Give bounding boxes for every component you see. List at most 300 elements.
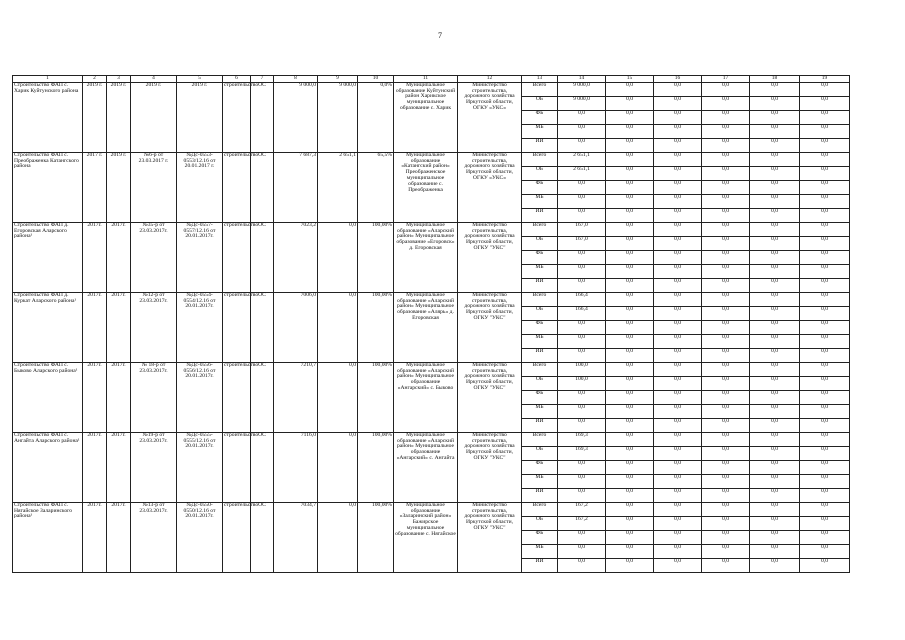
- customer: Министерство строительства, дорожного хозяйства Иркутской области, ОГКУ "УКС": [458, 362, 522, 432]
- funding-value: 167,0: [558, 236, 606, 250]
- funding-source: Всего: [522, 362, 558, 376]
- funding-value: 0,0: [606, 124, 654, 138]
- table-row: [13, 222, 850, 236]
- work-type: строительство: [223, 502, 251, 572]
- funding-source: ОБ: [522, 96, 558, 110]
- funding-source: ФБ: [522, 250, 558, 264]
- customer: Министерство строительства, дорожного хозяйства Иркутской области, ОГКУ "УКС": [458, 502, 522, 572]
- funding-value: 0,0: [702, 446, 750, 460]
- funding-value: 0,0: [654, 502, 702, 516]
- end-year: 2019 г.: [107, 152, 131, 222]
- funding-value: 0,0: [750, 96, 800, 110]
- funding-value: 0,0: [702, 558, 750, 572]
- page-number: 7: [438, 31, 442, 40]
- funding-value: 169,3: [558, 446, 606, 460]
- funding-value: 0,0: [654, 474, 702, 488]
- funding-value: 0,0: [800, 82, 850, 96]
- funding-value: 0,0: [800, 334, 850, 348]
- work-type: строительство: [223, 152, 251, 222]
- column-header: 14: [558, 76, 606, 83]
- funding-value: 0,0: [800, 306, 850, 320]
- funding-value: 0,0: [606, 208, 654, 222]
- funding-value: 0,0: [606, 264, 654, 278]
- funding-value: 0,0: [654, 264, 702, 278]
- funding-value: 0,0: [750, 82, 800, 96]
- project-name: Строительство ФАП с. Харик Куйтунского района: [13, 82, 83, 152]
- funding-value: 0,0: [750, 110, 800, 124]
- funding-value: 0,0: [750, 180, 800, 194]
- readiness-percent: 100,00%: [358, 502, 394, 572]
- order-ref: № 18-р от 23.03.2017г.: [131, 362, 177, 432]
- funding-source: ФБ: [522, 110, 558, 124]
- funding-value: 0,0: [750, 404, 800, 418]
- funding-value: 0,0: [606, 222, 654, 236]
- funding-value: 0,0: [702, 488, 750, 502]
- funding-value: 0,0: [558, 558, 606, 572]
- funding-source: ИИ: [522, 558, 558, 572]
- funding-value: 0,0: [800, 516, 850, 530]
- municipality: Муниципальное образование «Аларский район» Муниципальное образование «Егоровск» д. Егоровская: [394, 222, 458, 292]
- funding-value: 0,0: [558, 278, 606, 292]
- funding-value: 0,0: [654, 194, 702, 208]
- estimated-cost: 7116,0: [274, 432, 318, 502]
- column-header: 19: [800, 76, 850, 83]
- funding-value: 0,0: [800, 558, 850, 572]
- column-header: 15: [606, 76, 654, 83]
- funding-value: 0,0: [654, 208, 702, 222]
- funding-value: 0,0: [606, 166, 654, 180]
- funding-value: 0,0: [800, 264, 850, 278]
- funding-value: 0,0: [558, 460, 606, 474]
- table-row: [13, 432, 850, 446]
- funding-value: 0,0: [654, 250, 702, 264]
- readiness-percent: 65,5%: [358, 152, 394, 222]
- funding-value: 0,0: [800, 152, 850, 166]
- remaining-cost: 0,0: [318, 292, 358, 362]
- funding-value: 0,0: [558, 530, 606, 544]
- order-ref: №35-р от 23.03.2017г.: [131, 222, 177, 292]
- funding-value: 0,0: [654, 222, 702, 236]
- funding-value: 0,0: [558, 334, 606, 348]
- order-ref: №19-р от 23.03.2017г.: [131, 432, 177, 502]
- table-body: [13, 82, 850, 572]
- funding-source: МБ: [522, 124, 558, 138]
- object-class: ОС: [251, 362, 274, 432]
- funding-value: 0,0: [654, 292, 702, 306]
- funding-value: 0,0: [558, 320, 606, 334]
- funding-source: ФБ: [522, 390, 558, 404]
- funding-value: 0,0: [702, 292, 750, 306]
- funding-value: 0,0: [606, 544, 654, 558]
- funding-value: 0,0: [702, 82, 750, 96]
- work-type: строительство: [223, 82, 251, 152]
- funding-value: 0,0: [702, 110, 750, 124]
- funding-value: 0,0: [606, 404, 654, 418]
- funding-value: 0,0: [702, 516, 750, 530]
- table-row: [13, 292, 850, 306]
- end-year: 2017г.: [107, 432, 131, 502]
- funding-value: 0,0: [702, 390, 750, 404]
- table-row: [13, 362, 850, 376]
- funding-value: 0,0: [654, 334, 702, 348]
- funding-value: 0,0: [702, 152, 750, 166]
- contract-ref: №Дс-0557-0557/12.16 от 20.01.2017г.: [177, 222, 223, 292]
- contract-ref: №Дс-0550-0550/12.16 от 20.01.2017г.: [177, 502, 223, 572]
- funding-value: 0,0: [702, 96, 750, 110]
- funding-value: 0,0: [750, 460, 800, 474]
- funding-value: 0,0: [750, 292, 800, 306]
- remaining-cost: 0,0: [318, 222, 358, 292]
- column-header: 6: [223, 76, 251, 83]
- funding-value: 0,0: [606, 376, 654, 390]
- funding-value: 0,0: [654, 166, 702, 180]
- funding-value: 0,0: [800, 138, 850, 152]
- funding-value: 0,0: [800, 222, 850, 236]
- funding-value: 0,0: [606, 446, 654, 460]
- funding-value: 0,0: [654, 124, 702, 138]
- column-header: 1: [13, 76, 83, 83]
- funding-value: 167,2: [558, 516, 606, 530]
- funding-source: ОБ: [522, 166, 558, 180]
- funding-value: 0,0: [606, 334, 654, 348]
- funding-value: 0,0: [654, 390, 702, 404]
- funding-source: Всего: [522, 432, 558, 446]
- funding-value: 0,0: [750, 166, 800, 180]
- estimated-cost: 7 687,3: [274, 152, 318, 222]
- object-class: ОС: [251, 432, 274, 502]
- funding-value: 0,0: [654, 278, 702, 292]
- funding-value: 167,2: [558, 502, 606, 516]
- funding-value: 0,0: [558, 250, 606, 264]
- column-header: 4: [131, 76, 177, 83]
- funding-value: 0,0: [606, 320, 654, 334]
- funding-value: 0,0: [800, 110, 850, 124]
- funding-value: 0,0: [750, 124, 800, 138]
- funding-value: 100,0: [558, 362, 606, 376]
- funding-value: 0,0: [606, 180, 654, 194]
- customer: Министерство строительства, дорожного хозяйства Иркутской области, ОГКУ "УКС": [458, 432, 522, 502]
- funding-source: ФБ: [522, 180, 558, 194]
- funding-value: 0,0: [654, 110, 702, 124]
- funding-value: 0,0: [750, 362, 800, 376]
- funding-value: 0,0: [654, 362, 702, 376]
- object-class: ОС: [251, 222, 274, 292]
- funding-value: 0,0: [702, 264, 750, 278]
- column-header: 10: [358, 76, 394, 83]
- estimated-cost: 7210,7: [274, 362, 318, 432]
- column-header: 7: [251, 76, 274, 83]
- funding-value: 0,0: [750, 236, 800, 250]
- municipality: Муниципальное образование «Катангский район» Преображенское муниципальное образование с. Преображенка: [394, 152, 458, 222]
- funding-source: ИИ: [522, 138, 558, 152]
- readiness-percent: 100,00%: [358, 222, 394, 292]
- column-header: 18: [750, 76, 800, 83]
- funding-source: МБ: [522, 264, 558, 278]
- funding-value: 0,0: [558, 544, 606, 558]
- municipality: Муниципальное образование «Аларский район» Муниципальное образование «Алярь» д. Егоровская: [394, 292, 458, 362]
- funding-value: 9 000,0: [558, 96, 606, 110]
- funding-value: 0,0: [702, 348, 750, 362]
- funding-value: 0,0: [800, 236, 850, 250]
- contract-ref: №Дс-0556-0556/12.16 от 20.01.2017г.: [177, 362, 223, 432]
- funding-value: 0,0: [654, 530, 702, 544]
- funding-source: ИИ: [522, 418, 558, 432]
- funding-value: 0,0: [800, 166, 850, 180]
- funding-source: ФБ: [522, 530, 558, 544]
- funding-value: 0,0: [654, 348, 702, 362]
- funding-value: 169,3: [558, 432, 606, 446]
- funding-value: 0,0: [606, 236, 654, 250]
- column-header: 16: [654, 76, 702, 83]
- funding-value: 0,0: [800, 376, 850, 390]
- funding-value: 0,0: [606, 348, 654, 362]
- funding-source: МБ: [522, 194, 558, 208]
- municipality: Муниципальное образование «Аларский район» Муниципальное образование «Ангарский» с. Быково: [394, 362, 458, 432]
- funding-value: 0,0: [750, 530, 800, 544]
- funding-value: 0,0: [606, 390, 654, 404]
- readiness-percent: 100,00%: [358, 432, 394, 502]
- funding-value: 0,0: [558, 348, 606, 362]
- funding-value: 0,0: [654, 320, 702, 334]
- object-class: ОС: [251, 82, 274, 152]
- funding-value: 0,0: [558, 138, 606, 152]
- remaining-cost: 0,0: [318, 432, 358, 502]
- start-year: 2017г.: [83, 502, 107, 572]
- readiness-percent: 100,00%: [358, 362, 394, 432]
- contract-ref: №Дс-0553-0553/12.16 от 20.01.2017 г.: [177, 152, 223, 222]
- readiness-percent: 0,0%: [358, 82, 394, 152]
- funding-source: ОБ: [522, 376, 558, 390]
- funding-value: 0,0: [702, 166, 750, 180]
- funding-value: 0,0: [750, 558, 800, 572]
- project-name: Строительство ФАП д. Куркат Аларского района¹: [13, 292, 83, 362]
- funding-value: 0,0: [702, 222, 750, 236]
- work-type: строительство: [223, 292, 251, 362]
- funding-value: 0,0: [800, 96, 850, 110]
- remaining-cost: 2 651,1: [318, 152, 358, 222]
- funding-value: 0,0: [558, 180, 606, 194]
- funding-value: 0,0: [800, 180, 850, 194]
- funding-value: 0,0: [606, 418, 654, 432]
- funding-value: 0,0: [558, 124, 606, 138]
- funding-value: 0,0: [654, 376, 702, 390]
- funding-source: МБ: [522, 404, 558, 418]
- funding-value: 0,0: [702, 138, 750, 152]
- funding-value: 0,0: [606, 152, 654, 166]
- funding-value: 0,0: [702, 236, 750, 250]
- funding-value: 0,0: [654, 404, 702, 418]
- customer: Министерство строительства, дорожного хозяйства Иркутской области, ОГКУ "УКС": [458, 222, 522, 292]
- funding-value: 0,0: [800, 460, 850, 474]
- funding-value: 0,0: [702, 208, 750, 222]
- funding-value: 9 000,0: [558, 82, 606, 96]
- funding-value: 0,0: [606, 460, 654, 474]
- funding-value: 0,0: [702, 194, 750, 208]
- funding-value: 0,0: [654, 432, 702, 446]
- funding-value: 0,0: [800, 502, 850, 516]
- end-year: 2017г.: [107, 362, 131, 432]
- funding-value: 2 651,1: [558, 152, 606, 166]
- funding-value: 0,0: [702, 474, 750, 488]
- funding-value: 0,0: [702, 530, 750, 544]
- object-class: ОС: [251, 152, 274, 222]
- funding-value: 0,0: [606, 194, 654, 208]
- work-type: строительство: [223, 432, 251, 502]
- project-name: Строительство ФАП с. Нягайское Заларинского района¹: [13, 502, 83, 572]
- funding-value: 0,0: [558, 208, 606, 222]
- estimated-cost: 9 000,0: [274, 82, 318, 152]
- funding-value: 0,0: [750, 544, 800, 558]
- funding-value: 0,0: [654, 488, 702, 502]
- start-year: 2017г.: [83, 292, 107, 362]
- table-row: [13, 82, 850, 96]
- funding-source: ИИ: [522, 348, 558, 362]
- funding-source: ИИ: [522, 488, 558, 502]
- customer: Министерство строительства, дорожного хозяйства Иркутской области, ОГКУ «УКС»: [458, 152, 522, 222]
- funding-value: 0,0: [750, 222, 800, 236]
- funding-value: 0,0: [800, 348, 850, 362]
- funding-value: 0,0: [800, 194, 850, 208]
- funding-value: 0,0: [654, 82, 702, 96]
- object-class: ОС: [251, 292, 274, 362]
- remaining-cost: 0,0: [318, 362, 358, 432]
- work-type: строительство: [223, 362, 251, 432]
- funding-value: 0,0: [606, 516, 654, 530]
- funding-value: 0,0: [558, 488, 606, 502]
- funding-value: 0,0: [558, 194, 606, 208]
- funding-value: 0,0: [800, 292, 850, 306]
- start-year: 2017 г.: [83, 152, 107, 222]
- funding-value: 0,0: [800, 250, 850, 264]
- funding-value: 0,0: [702, 432, 750, 446]
- table-row: [13, 502, 850, 516]
- funding-value: 0,0: [558, 404, 606, 418]
- order-ref: №12-р от 23.03.2017г.: [131, 292, 177, 362]
- funding-value: 100,0: [558, 376, 606, 390]
- funding-value: 2 651,1: [558, 166, 606, 180]
- funding-value: 0,0: [800, 208, 850, 222]
- funding-source: ФБ: [522, 460, 558, 474]
- work-type: строительство: [223, 222, 251, 292]
- funding-value: 166,4: [558, 292, 606, 306]
- order-ref: 2019 г.: [131, 82, 177, 152]
- municipality: Муниципальное образование «Аларский район» Муниципальное образование «Ангарский» с. Ангайта: [394, 432, 458, 502]
- end-year: 2017г.: [107, 502, 131, 572]
- funding-value: 0,0: [654, 516, 702, 530]
- funding-value: 0,0: [558, 110, 606, 124]
- funding-value: 0,0: [606, 250, 654, 264]
- funding-value: 0,0: [750, 250, 800, 264]
- funding-value: 0,0: [750, 152, 800, 166]
- funding-value: 0,0: [606, 530, 654, 544]
- funding-value: 0,0: [606, 138, 654, 152]
- funding-value: 0,0: [750, 474, 800, 488]
- funding-value: 0,0: [750, 348, 800, 362]
- funding-value: 0,0: [702, 376, 750, 390]
- funding-value: 0,0: [702, 180, 750, 194]
- funding-value: 0,0: [654, 558, 702, 572]
- funding-source: МБ: [522, 334, 558, 348]
- funding-value: 0,0: [606, 474, 654, 488]
- contract-ref: №Дс-0554-0554/12.16 от 20.01.2017г.: [177, 292, 223, 362]
- funding-value: 0,0: [606, 292, 654, 306]
- municipality: Муниципальное образование Куйтунский район Харикское муниципальное образование с. Харик: [394, 82, 458, 152]
- column-header: 5: [177, 76, 223, 83]
- funding-value: 0,0: [702, 124, 750, 138]
- funding-value: 0,0: [654, 236, 702, 250]
- order-ref: №6-р от 23.03.2017 г.: [131, 152, 177, 222]
- funding-value: 0,0: [800, 474, 850, 488]
- funding-source: ОБ: [522, 446, 558, 460]
- column-header: 13: [522, 76, 558, 83]
- end-year: 2017г.: [107, 222, 131, 292]
- funding-value: 0,0: [702, 404, 750, 418]
- funding-value: 0,0: [800, 390, 850, 404]
- funding-value: 0,0: [558, 390, 606, 404]
- estimated-cost: 7023,2: [274, 222, 318, 292]
- column-header: 17: [702, 76, 750, 83]
- funding-source: ОБ: [522, 236, 558, 250]
- funding-value: 0,0: [750, 334, 800, 348]
- project-name: Строительство ФАП д. Егоровская Аларского района¹: [13, 222, 83, 292]
- funding-value: 0,0: [750, 488, 800, 502]
- funding-value: 0,0: [800, 124, 850, 138]
- funding-value: 166,4: [558, 306, 606, 320]
- funding-source: МБ: [522, 544, 558, 558]
- funding-value: 167,0: [558, 222, 606, 236]
- funding-value: 0,0: [702, 334, 750, 348]
- funding-value: 0,0: [606, 96, 654, 110]
- readiness-percent: 100,00%: [358, 292, 394, 362]
- funding-value: 0,0: [800, 530, 850, 544]
- funding-value: 0,0: [558, 418, 606, 432]
- funding-value: 0,0: [750, 516, 800, 530]
- funding-value: 0,0: [606, 502, 654, 516]
- column-header: 12: [458, 76, 522, 83]
- funding-value: 0,0: [750, 208, 800, 222]
- funding-value: 0,0: [654, 446, 702, 460]
- funding-value: 0,0: [750, 138, 800, 152]
- start-year: 2017г.: [83, 432, 107, 502]
- funding-source: ОБ: [522, 516, 558, 530]
- funding-value: 0,0: [750, 418, 800, 432]
- funding-value: 0,0: [800, 320, 850, 334]
- order-ref: №13-р от 23.03.2017г.: [131, 502, 177, 572]
- column-header: 3: [107, 76, 131, 83]
- remaining-cost: 9 000,0: [318, 82, 358, 152]
- project-name: Строительство ФАП с. Быково Аларского района¹: [13, 362, 83, 432]
- funding-value: 0,0: [750, 194, 800, 208]
- funding-value: 0,0: [702, 418, 750, 432]
- funding-value: 0,0: [606, 362, 654, 376]
- funding-value: 0,0: [606, 558, 654, 572]
- municipality: Муниципальное образование «Заларинский район» Бажирское муниципальное образование с. Нягайское: [394, 502, 458, 572]
- funding-value: 0,0: [606, 432, 654, 446]
- funding-value: 0,0: [800, 432, 850, 446]
- end-year: 2017г.: [107, 292, 131, 362]
- funding-source: МБ: [522, 474, 558, 488]
- funding-value: 0,0: [654, 544, 702, 558]
- funding-value: 0,0: [654, 152, 702, 166]
- projects-table: [12, 75, 850, 573]
- funding-value: 0,0: [750, 264, 800, 278]
- funding-value: 0,0: [750, 320, 800, 334]
- funding-value: 0,0: [606, 82, 654, 96]
- end-year: 2019 г.: [107, 82, 131, 152]
- funding-value: 0,0: [702, 362, 750, 376]
- funding-source: Всего: [522, 82, 558, 96]
- funding-value: 0,0: [606, 306, 654, 320]
